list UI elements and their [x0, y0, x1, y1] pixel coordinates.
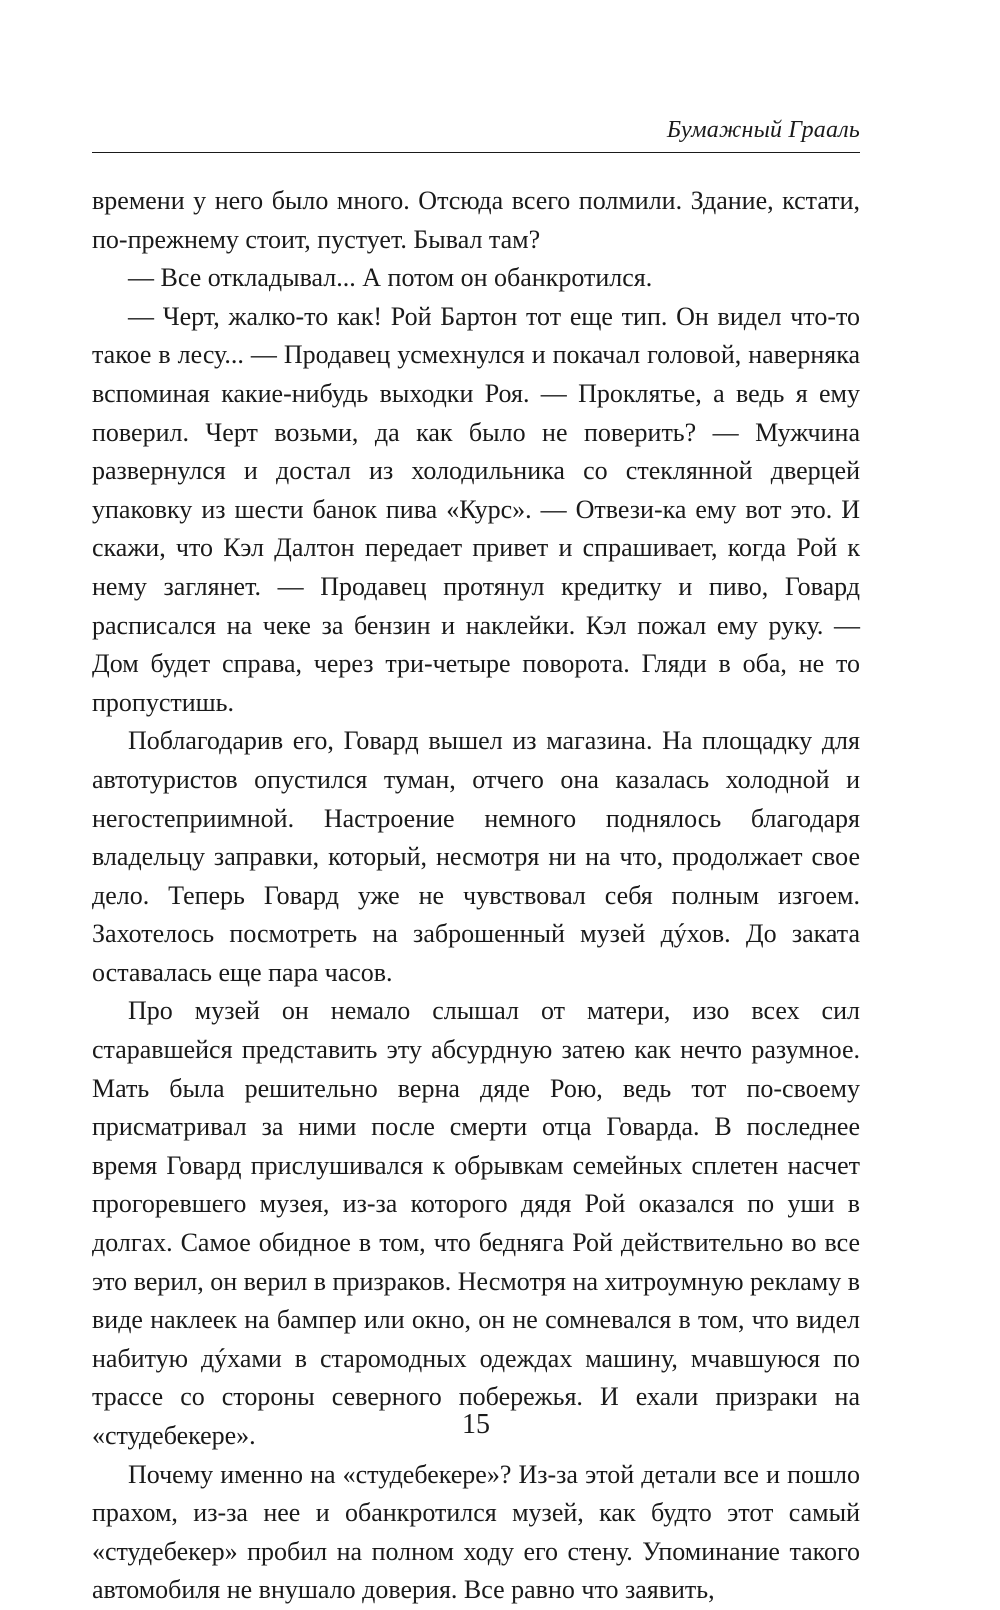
paragraph-studebaker: Почему именно на «студебекере»? Из-за этой детали все и пошло прахом, из-за нее и обанкротился музей, как будто этот самый «студебекер» пробил на полном ходу его стену. Упоминание такого автомобиля не внушало доверия. Все равно что заявить,	[92, 1459, 860, 1605]
paragraph-dialogue-2: — Черт, жалко-то как! Рой Бартон тот еще тип. Он видел что-то такое в лесу... — Продавец усмехнулся и покачал головой, наверняка вспоминая какие-нибудь выходки Роя. — Проклятье, а ведь я ему поверил. Черт возьми, да как было не поверить? — Мужчина развернулся и достал из холодильника со стеклянной дверцей упаковку из шести банок пива «Курс». — Отвези-ка ему вот это. И скажи, что Кэл Далтон передает привет и спрашивает, когда Рой к нему заглянет. — Продавец протянул кредитку и пиво, Говард расписался на чеке за бензин и наклейки. Кэл пожал ему руку. — Дом будет справа, через три-четыре поворота. Гляди в оба, не то пропустишь.	[92, 301, 860, 717]
paragraph-museum: Про музей он немало слышал от матери, изо всех сил старавшейся представить эту абсурдную затею как нечто разумное. Мать была решительно верна дяде Рою, ведь тот по-своему присматривал за ними после смерти отца Говарда. В последнее время Говард прислушивался к обрывкам семейных сплетен насчет прогоревшего музея, из-за которого дядя Рой оказался по уши в долгах. Самое обидное в том, что бедняга Рой действительно во все это верил, он верил в призраков. Несмотря на хитроумную рекламу в виде наклеек на бампер или окно, он не сомневался в том, что видел набитую дýхами в старомодных одеждах машину, мчавшуюся по трассе со стороны северного побережья. И ехали призраки на «студебекере».	[92, 996, 860, 1450]
header-rule	[92, 152, 860, 153]
paragraph-leaving-store: Поблагодарив его, Говард вышел из магазина. На площадку для автотуристов опустился туман, отчего она казалась холодной и негостеприимной. Настроение немного поднялось благодаря владельцу заправки, который, несмотря ни на что, продолжает свое дело. Теперь Говард уже не чувствовал себя полным изгоем. Захотелось посмотреть на заброшенный музей дýхов. До заката оставалась еще пара часов.	[92, 726, 860, 987]
body-text	[92, 182, 860, 1610]
paragraph-dialogue-1: — Все откладывал... А потом он обанкротился.	[128, 263, 653, 293]
paragraph-continuation: времени у него было много. Отсюда всего полмили. Здание, кстати, по-прежнему стоит, пустует. Бывал там?	[92, 186, 860, 254]
running-head-title: Бумажный Грааль	[666, 117, 860, 143]
page-number: 15	[462, 1409, 490, 1440]
